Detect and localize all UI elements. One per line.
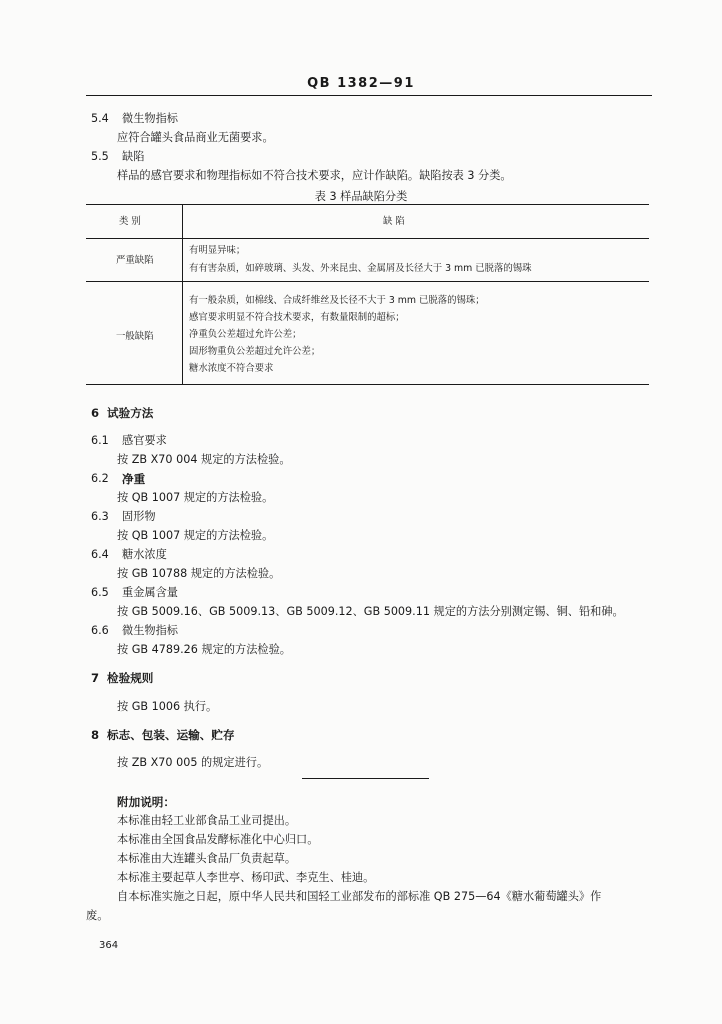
- clause-text: 按 QB 1007 规定的方法检验。: [117, 491, 274, 504]
- clause-number: 6.1: [91, 434, 109, 447]
- defect-item: 有有害杂质，如碎玻璃、头发、外来昆虫、金属屑及长径大于 3 mm 已脱落的锡珠: [189, 263, 532, 274]
- table-bottom-rule: [86, 384, 649, 385]
- clause-title: 缺陷: [122, 150, 145, 163]
- clause-text: 按 QB 1007 规定的方法检验。: [117, 529, 274, 542]
- table-column-divider: [182, 204, 183, 384]
- end-of-text-rule: [302, 778, 429, 779]
- defect-item: 有明显异味；: [189, 245, 246, 256]
- clause-title: 净重: [122, 472, 146, 486]
- clause-text: 样品的感官要求和物理指标如不符合技术要求，应计作缺陷。缺陷按表 3 分类。: [117, 169, 512, 182]
- clause-title: 固形物: [122, 510, 156, 523]
- appendix-line: 本标准由全国食品发酵标准化中心归口。: [117, 833, 319, 846]
- defect-classification-table: [86, 204, 649, 384]
- column-header-category: 类 别: [119, 216, 141, 227]
- page-number: 364: [99, 940, 119, 951]
- clause-text: 应符合罐头食品商业无菌要求。: [117, 131, 274, 144]
- appendix-line: 本标准由大连罐头食品厂负责起草。: [117, 852, 297, 865]
- chapter-title: 检验规则: [107, 671, 154, 685]
- table-top-rule: [86, 204, 649, 205]
- header-rule: [86, 95, 652, 96]
- defect-item: 糖水浓度不符合要求: [189, 363, 274, 374]
- clause-number: 6.2: [91, 472, 109, 485]
- table-caption: 表 3 样品缺陷分类: [314, 190, 408, 203]
- chapter-number: 6: [91, 406, 100, 420]
- clause-title: 重金属含量: [122, 586, 178, 599]
- clause-text: 按 GB 10788 规定的方法检验。: [117, 567, 281, 580]
- appendix-line: 本标准由轻工业部食品工业司提出。: [117, 814, 297, 827]
- clause-number: 6.5: [91, 586, 109, 599]
- clause-title: 糖水浓度: [122, 548, 167, 561]
- clause-text: 按 GB 5009.16、GB 5009.13、GB 5009.12、GB 5009.11 规定的方法分别测定锡、铜、铅和砷。: [117, 605, 624, 618]
- clause-number: 6.3: [91, 510, 109, 523]
- clause-number: 6.6: [91, 624, 109, 637]
- appendix-line-wrap: 废。: [86, 909, 109, 922]
- clause-text: 按 GB 1006 执行。: [117, 700, 218, 713]
- category-cell: 一般缺陷: [116, 331, 154, 342]
- column-header-defect: 缺 陷: [383, 216, 405, 227]
- clause-number: 5.4: [91, 112, 109, 125]
- appendix-line: 自本标准实施之日起，原中华人民共和国轻工业部发布的部标准 QB 275—64《糖水葡萄罐头》作: [117, 890, 602, 903]
- clause-text: 按 ZB X70 004 规定的方法检验。: [117, 453, 291, 466]
- defect-item: 净重负公差超过允许公差；: [189, 329, 302, 340]
- clause-number: 5.5: [91, 150, 109, 163]
- table-header-rule: [86, 238, 649, 239]
- standard-code-header: QB 1382—91: [307, 76, 415, 91]
- category-cell: 严重缺陷: [116, 255, 154, 266]
- chapter-number: 8: [91, 728, 100, 742]
- chapter-number: 7: [91, 671, 100, 685]
- clause-title: 感官要求: [122, 434, 167, 447]
- appendix-line: 本标准主要起草人李世亭、杨印武、李克生、桂迪。: [117, 871, 375, 884]
- chapter-title: 试验方法: [107, 406, 154, 420]
- table-row-rule: [86, 281, 649, 282]
- clause-text: 按 GB 4789.26 规定的方法检验。: [117, 643, 291, 656]
- defect-item: 固形物重负公差超过允许公差；: [189, 346, 321, 357]
- chapter-title: 标志、包装、运输、贮存: [107, 728, 235, 742]
- clause-number: 6.4: [91, 548, 109, 561]
- clause-title: 微生物指标: [122, 624, 178, 637]
- clause-text: 按 ZB X70 005 的规定进行。: [117, 756, 269, 769]
- defect-item: 有一般杂质，如棉线、合成纤维丝及长径不大于 3 mm 已脱落的锡珠；: [189, 295, 485, 306]
- clause-title: 微生物指标: [122, 112, 178, 125]
- defect-item: 感官要求明显不符合技术要求，有数量限制的超标；: [189, 312, 405, 323]
- appendix-heading: 附加说明：: [117, 795, 175, 809]
